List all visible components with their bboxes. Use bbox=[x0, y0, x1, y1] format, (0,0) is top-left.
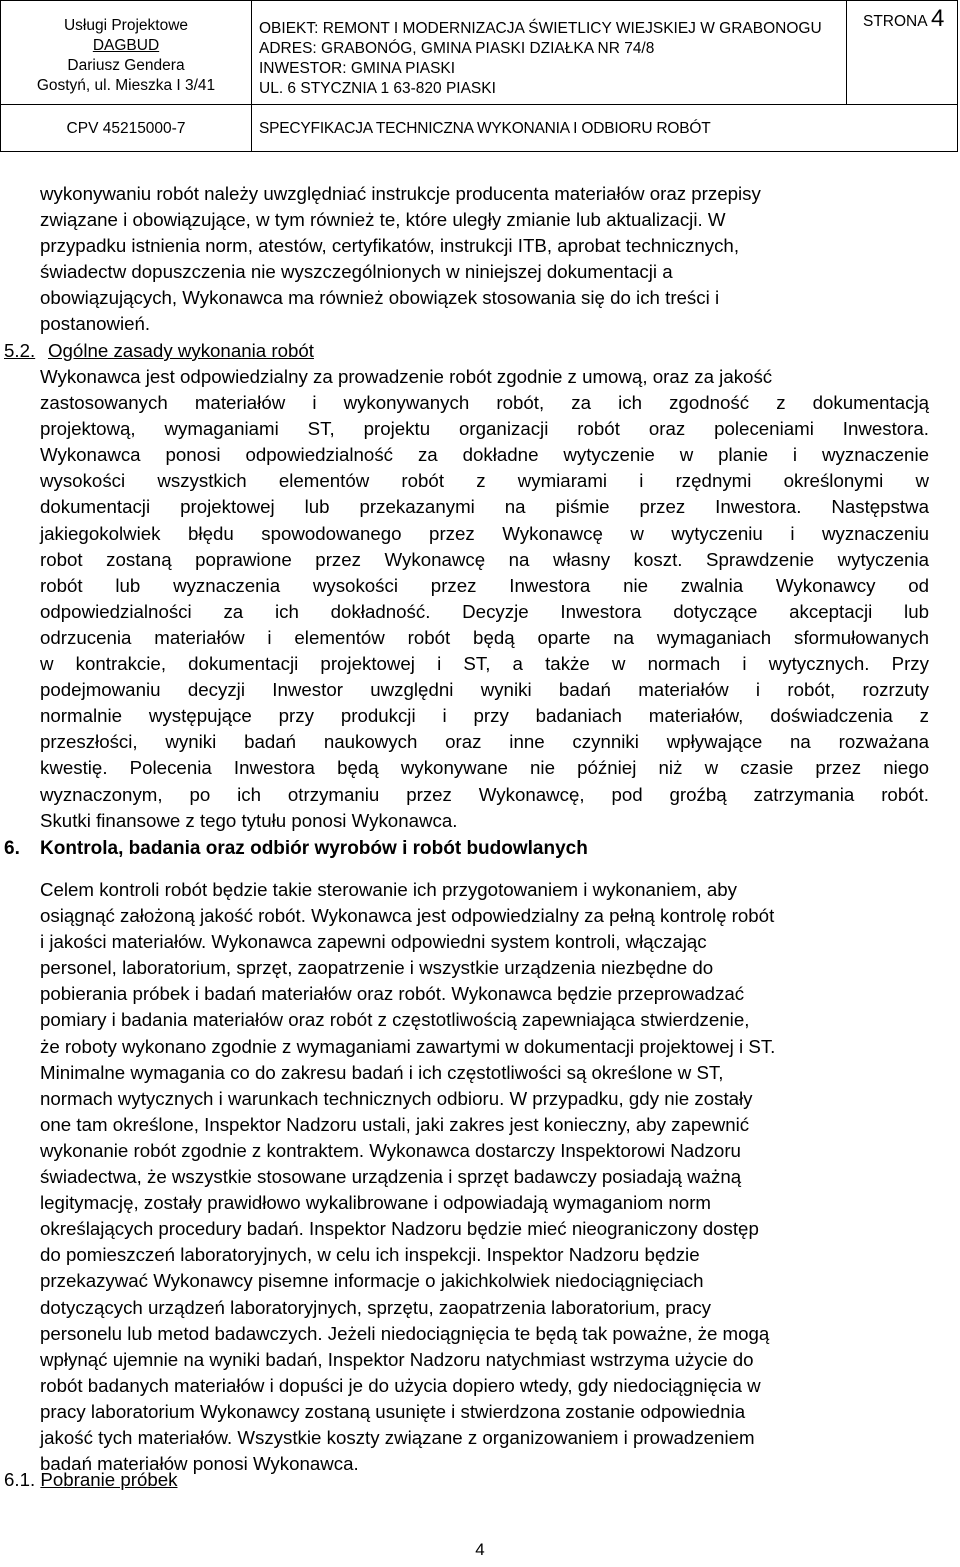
section-title: Ogólne zasady wykonania robót bbox=[48, 340, 314, 361]
text-line: dokumentacji projektowej lub przekazanymi na piśmie przez Inwestora. Następstwa bbox=[40, 496, 929, 518]
text-line: Minimalne wymagania co do zakresu badań i ich częstotliwości są określone w ST, bbox=[40, 1061, 724, 1083]
text-line: postanowień. bbox=[40, 313, 151, 335]
text-line: wykonanie robót zgodnie z kontraktem. Wykonawca dostarczy Inspektorowi Nadzoru bbox=[40, 1139, 741, 1161]
text-line: związane i obowiązujące, w tym również te, które uległy zmianie lub aktualizacji. W bbox=[40, 209, 726, 231]
text-line: jakość tych materiałów. Wszystkie koszty związane z organizowaniem i prowadzeniem bbox=[40, 1426, 755, 1448]
text-line: obowiązujących, Wykonawca ma również obowiązek stosowania się do ich treści i bbox=[40, 287, 720, 309]
object-block bbox=[259, 19, 839, 99]
section-5-2-body bbox=[40, 364, 929, 834]
section-6-body bbox=[40, 877, 929, 1477]
section-6-heading bbox=[4, 838, 588, 860]
text-line: robót badanych materiałów i dopuści je do użycia dopiero wtedy, gdy niedociągnięcia w bbox=[40, 1374, 761, 1396]
text-line: osiągnąć założoną jakość robót. Wykonawca jest odpowiedzialny za pełną kontrolę robót bbox=[40, 905, 775, 927]
text-line: świadectw dopuszczenia nie wyszczególnionych w niniejszej dokumentacji a bbox=[40, 261, 673, 283]
section-title: Pobranie próbek bbox=[40, 1469, 178, 1490]
text-line: przypadku istnienia norm, atestów, certyfikatów, instrukcji ITB, aprobat technicznych, bbox=[40, 235, 740, 257]
section-number: 6. bbox=[4, 838, 20, 859]
page-header bbox=[0, 0, 958, 152]
text-line: jakiegokolwiek błędu spowodowanego przez Wykonawcę w wytyczeniu i wyznaczeniu bbox=[40, 522, 929, 544]
text-line: projektową, wymaganiami ST, projektu organizacji robót oraz poleceniami Inwestora. bbox=[40, 418, 929, 440]
text-line: wysokości wszystkich elementów robót z wymiarami i rzędnymi określonymi w bbox=[40, 470, 929, 492]
section-6-1-heading bbox=[4, 1467, 178, 1493]
text-line: personel, laboratorium, sprzęt, zaopatrzenie i wszystkie urządzenia niezbędne do bbox=[40, 957, 714, 979]
text-line: Wykonawca jest odpowiedzialny za prowadzenie robót zgodnie z umową, oraz za jakość bbox=[40, 366, 773, 387]
text-line: wpłynąć ujemnie na wyniki badań, Inspektor Nadzoru natychmiast wstrzyma użycie do bbox=[40, 1348, 754, 1370]
company-block bbox=[1, 16, 251, 96]
text-line: Celem kontroli robót będzie takie sterowanie ich przygotowaniem i wykonaniem, aby bbox=[40, 879, 737, 900]
text-line: Wykonawca ponosi odpowiedzialność za dokładne wytyczenie w planie i wyznaczenie bbox=[40, 444, 929, 466]
text-line: kwestię. Polecenia Inwestora będą wykonywane nie później niż w czasie przez niego bbox=[40, 757, 929, 779]
text-line: że roboty wykonano zgodnie z wymaganiami zawartymi w dokumentacji projektowej i ST. bbox=[40, 1035, 776, 1057]
cpv-code: CPV 45215000-7 bbox=[66, 120, 186, 137]
text-line: legitymację, zostały prawidłowo wykalibrowane i odpowiadają wymaganiom norm bbox=[40, 1192, 711, 1214]
text-line: przeszłości, wyniki badań naukowych oraz inne czynniki wpływające na rozważana bbox=[40, 731, 929, 753]
text-line: odrzucenia materiałów i elementów robót będą oparte na wymaganiach sformułowanych bbox=[40, 626, 929, 648]
page-number: 4 bbox=[931, 5, 945, 32]
text-line: robot zostaną poprawione przez Wykonawcę na własny koszt. Sprawdzenie wytyczenia bbox=[40, 548, 929, 570]
text-line: normalnie występujące przy produkcji i przy badaniach materiałów, doświadczenia z bbox=[40, 705, 929, 727]
company-owner: Dariusz Gendera bbox=[67, 57, 185, 74]
text-line: odpowiedzialności za ich dokładność. Decyzje Inwestora dotyczące akceptacji lub bbox=[40, 600, 929, 622]
text-line: do pomieszczeń laboratoryjnych, w celu ich inspekcji. Inspektor Nadzoru będzie bbox=[40, 1244, 700, 1266]
text-line: przekazywać Wykonawcy pisemne informacje o jakichkolwiek niedociągnięciach bbox=[40, 1270, 704, 1292]
header-divider bbox=[1, 104, 957, 105]
intro-paragraph bbox=[40, 181, 929, 338]
section-5-2-number: 5.2. bbox=[4, 340, 36, 361]
footer-page-number: 4 bbox=[475, 1540, 485, 1559]
page-indicator bbox=[863, 5, 945, 32]
text-line: wykonywaniu robót należy uwzględniać instrukcje producenta materiałów oraz przepisy bbox=[40, 183, 761, 204]
object-line: OBIEKT: REMONT I MODERNIZACJA ŚWIETLICY WIEJSKIEJ W GRABONOGU bbox=[259, 20, 822, 37]
section-title: Kontrola, badania oraz odbiór wyrobów i robót budowlanych bbox=[40, 838, 588, 859]
company-name: Usługi Projektowe bbox=[63, 17, 189, 34]
text-line: badań materiałów ponosi Wykonawca. bbox=[40, 1453, 359, 1475]
header-divider bbox=[846, 1, 847, 105]
text-line: pobierania próbek i badań materiałów oraz robót. Wykonawca będzie przeprowadzać bbox=[40, 983, 745, 1005]
section-5-2-heading bbox=[48, 338, 937, 364]
object-line: ADRES: GRABONÓG, GMINA PIASKI DZIAŁKA NR 74/8 bbox=[259, 40, 655, 57]
text-line: one tam określone, Inspektor Nadzoru ustali, jaki zakres jest konieczny, aby zapewnić bbox=[40, 1113, 750, 1135]
text-line: dotyczących urządzeń laboratoryjnych, sprzętu, zaopatrzenia laboratorium, pracy bbox=[40, 1296, 712, 1318]
text-line: personelu lub metod badawczych. Jeżeli niedociągnięcia te będą tak poważne, że mogą bbox=[40, 1322, 770, 1344]
text-line: pomiary i badania materiałów oraz robót z częstotliwością zapewniająca stwierdzenie, bbox=[40, 1009, 750, 1031]
text-line: normach wytycznych i warunkach technicznych odbioru. W przypadku, gdy nie zostały bbox=[40, 1087, 753, 1109]
text-line: wyznaczonym, po ich otrzymaniu przez Wykonawcę, pod groźbą zatrzymania robót. bbox=[40, 783, 929, 805]
text-line: i jakości materiałów. Wykonawca zapewni odpowiedni system kontroli, włączając bbox=[40, 931, 707, 953]
text-line: podejmowaniu decyzji Inwestor uwzględni wyniki badań materiałów i robót, rozrzuty bbox=[40, 679, 929, 701]
company-address: Gostyń, ul. Mieszka I 3/41 bbox=[36, 77, 216, 94]
page-label: STRONA bbox=[863, 13, 927, 30]
spec-title: SPECYFIKACJA TECHNICZNA WYKONANIA I ODBIORU ROBÓT bbox=[259, 120, 711, 137]
text-line: Skutki finansowe z tego tytułu ponosi Wykonawca. bbox=[40, 809, 458, 831]
header-divider bbox=[251, 1, 252, 151]
company-brand: DAGBUD bbox=[92, 37, 160, 54]
object-line: INWESTOR: GMINA PIASKI bbox=[259, 60, 456, 77]
section-number: 6.1. bbox=[4, 1469, 36, 1490]
text-line: zastosowanych materiałów i wykonywanych robót, za ich zgodność z dokumentacją bbox=[40, 392, 929, 414]
object-line: UL. 6 STYCZNIA 1 63-820 PIASKI bbox=[259, 80, 496, 97]
text-line: robót lub wyznaczenia wysokości przez Inwestora nie zwalnia Wykonawcy od bbox=[40, 574, 929, 596]
text-line: świadectwa, że wszystkie stosowane urządzenia i sprzęt badawczy posiadają ważną bbox=[40, 1166, 742, 1188]
text-line: pracy laboratorium Wykonawcy zostaną usunięte i stwierdzona zostanie odpowiednia bbox=[40, 1400, 746, 1422]
text-line: określających procedury badań. Inspektor Nadzoru będzie mieć nieograniczony dostęp bbox=[40, 1218, 759, 1240]
text-line: w kontrakcie, dokumentacji projektowej i ST, a także w normach i wytycznych. Przy bbox=[40, 653, 929, 675]
